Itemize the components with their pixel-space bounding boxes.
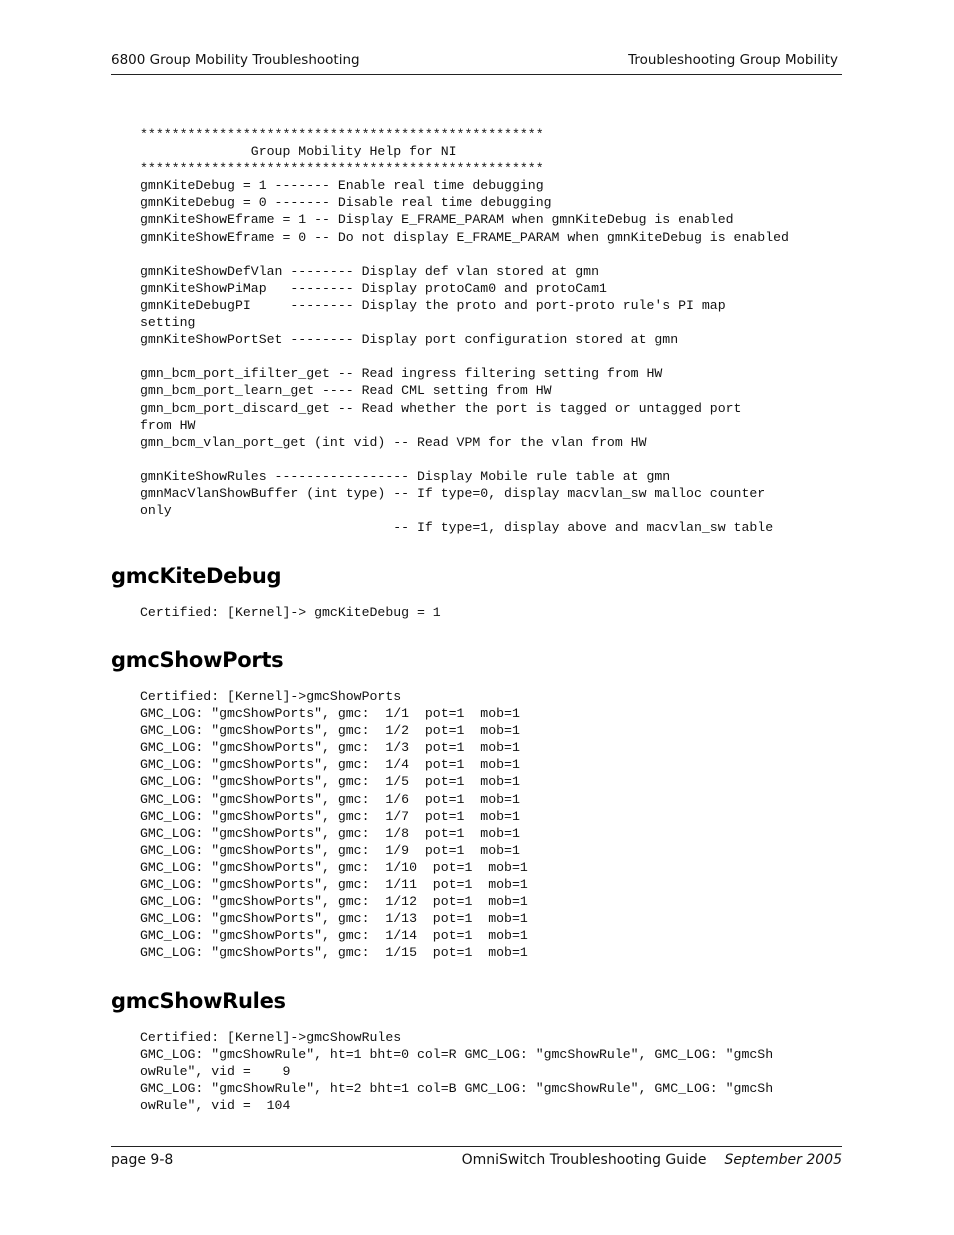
gmcshowrules-code-block: Certified: [Kernel]->gmcShowRules GMC_LOG: "gmcShowRule", ht=1 bht=0 col=R GMC_LOG: "gmcShowRule", GMC_LOG: "gmcSh owRule", vid = 9 GMC_LOG: "gmcShowRule", ht=2 bht=1 col=B GMC_LOG: "gmcShowRule", GMC_LOG: "gmcSh owRule", vid = 104: [140, 1030, 774, 1114]
gmcshowports-code-block: Certified: [Kernel]->gmcShowPorts GMC_LOG: "gmcShowPorts", gmc: 1/1 pot=1 mob=1 GMC_LOG: "gmcShowPorts", gmc: 1/2 pot=1 mob=1 GMC_LOG: "gmcShowPorts", gmc: 1/3 pot=1 mob=1 GMC_LOG: "gmcShowPorts", gmc: 1/4 pot=1 mob=1 GMC_LOG: "gmcShowPorts", gmc: 1/5 pot=1 mob=1 GMC_LOG: "gmcShowPorts", gmc: 1/6 pot=1 mob=1 GMC_LOG: "gmcShowPorts", gmc: 1/7 pot=1 mob=1 GMC_LOG: "gmcShowPorts", gmc: 1/8 pot=1 mob=1 GMC_LOG: "gmcShowPorts", gmc: 1/9 pot=1 mob=1 GMC_LOG: "gmcShowPorts", gmc: 1/10 pot=1 mob=1 GMC_LOG: "gmcShowPorts", gmc: 1/11 pot=1 mob=1 GMC_LOG: "gmcShowPorts", gmc: 1/12 pot=1 mob=1 GMC_LOG: "gmcShowPorts", gmc: 1/13 pot=1 mob=1 GMC_LOG: "gmcShowPorts", gmc: 1/14 pot=1 mob=1 GMC_LOG: "gmcShowPorts", gmc: 1/15 pot=1 mob=1: [140, 689, 528, 961]
help-code-block: *************************************************** Group Mobility Help for NI *************************************************** gmnKiteDebug = 1 ------- Enable real time debugging gmnKiteDebug = 0 ------- Disable real time debugging gmnKiteShowEframe = 1 -- Display E_FRAME_PARAM when gmnKiteDebug is enabled gmnKiteShowEframe = 0 -- Do not display E_FRAME_PARAM when gmnKiteDebug is enabled gmnKiteShowDefVlan -------- Display def vlan stored at gmn gmnKiteShowPiMap -------- Display protoCam0 and protoCam1 gmnKiteDebugPI -------- Display the proto and port-proto rule's PI map setting gmnKiteShowPortSet -------- Display port configuration stored at gmn gmn_bcm_port_ifilter_get -- Read ingress filtering setting from HW gmn_bcm_port_learn_get ---- Read CML setting from HW gmn_bcm_port_discard_get -- Read whether the port is tagged or untagged port from HW gmn_bcm_vlan_port_get (int vid) -- Read VPM for the vlan from HW gmnKiteShowRules ----------------- Display Mobile rule table at gmn gmnMacVlanShowBuffer (int type) -- If type=0, display macvlan_sw malloc counter only -- If type=1, display above and macvlan_sw table: [140, 127, 789, 536]
footer-page-number: page 9-8: [111, 1152, 174, 1168]
page-footer: [111, 1146, 842, 1173]
footer-publication: [462, 1152, 842, 1168]
heading-gmcshowports: gmcShowPorts: [111, 648, 284, 672]
page-header: [111, 50, 842, 75]
heading-gmcshowrules: gmcShowRules: [111, 989, 286, 1013]
gmckitedebug-code-block: Certified: [Kernel]-> gmcKiteDebug = 1: [140, 605, 441, 620]
header-section-title: Troubleshooting Group Mobility: [628, 52, 838, 68]
footer-date: September 2005: [724, 1152, 842, 1168]
heading-gmckitedebug: gmcKiteDebug: [111, 564, 282, 588]
header-chapter-title: 6800 Group Mobility Troubleshooting: [111, 52, 360, 68]
footer-guide-title: OmniSwitch Troubleshooting Guide: [461, 1152, 707, 1168]
